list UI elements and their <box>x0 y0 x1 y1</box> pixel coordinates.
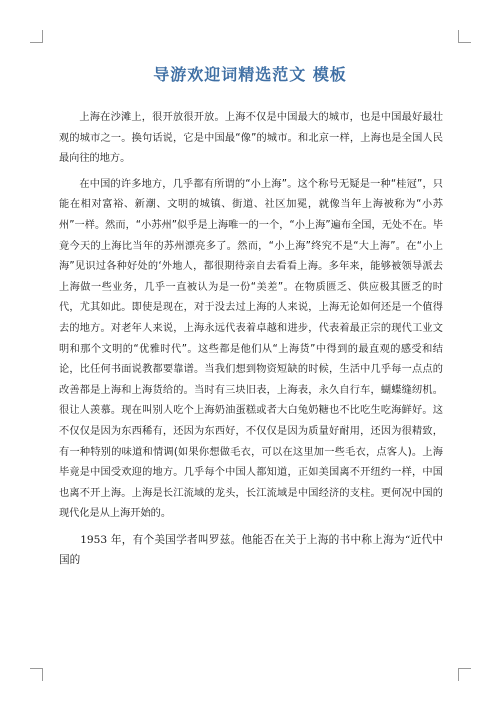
paragraph-1: 上海在沙滩上，很开放很开放。上海不仅是中国最大的城市，也是中国最好最壮观的城市之一。换句话说，它是中国最“像”的城市。和北京一样，上海也是全国人民最向往的地方。 <box>59 112 443 165</box>
document-title: 导游欢迎词精选范文 模板 <box>153 65 347 84</box>
paragraph-3: 1953 年，有个美国学者叫罗兹。他能否在关于上海的书中称上海为“近代中国的 <box>59 533 443 567</box>
document-body <box>59 108 443 576</box>
crop-mark-bottom-right <box>458 668 471 681</box>
crop-mark-top-right <box>458 30 471 43</box>
crop-mark-bottom-left <box>30 668 43 681</box>
crop-mark-top-left <box>30 30 43 43</box>
paragraph-2: 在中国的许多地方，几乎都有所谓的“小上海”。这个称号无疑是一种“桂冠”，只能在相对富裕、新潮、文明的城镇、街道、社区加冕，就像当年上海被称为“小苏州”一样。然而，“小苏州”似乎是上海唯一的一个，“小上海”遍布全国，无处不在。毕竟今天的上海比当年的苏州漂亮多了。然而，“小上海”终究不是“大上海”。在“小上海”见识过各种好处的‘外地人，都很期待亲自去看看上海。多年来，能够被领导派去上海做一些业务，几乎一直被认为是一份“美差”。在物质匮乏、供应极其匮乏的时代，尤其如此。即使是现在，对于没去过上海的人来说，上海无论如何还是一个值得去的地方。对老年人来说，上海永远代表着卓越和进步，代表着最正宗的现代工业文明和那个文明的“优雅时代”。这些都是他们从“上海货”中得到的最直观的感受和结论，比任何书面说教都要靠谱。当我们想到物资短缺的时候，生活中几乎每一点点的改善都是上海和上海货给的。当时有三块旧表，上海表，永久自行车，蝴蝶缝纫机。很让人羡慕。现在叫别人吃个上海奶油蛋糕或者大白兔奶糖也不比吃生吃海鲜好。这不仅仅是因为东西稀有，还因为东西好，不仅仅是因为质量好耐用，还因为很精致，有一种特别的味道和情调(如果你想做毛衣，可以在这里加一些毛衣，点客人)。上海毕竟是中国受欢迎的地方。几乎每个中国人都知道，正如美国离不开纽约一样，中国也离不开上海。上海是长江流域的龙头，长江流域是中国经济的支柱。更何况中国的现代化是从上海开始的。 <box>59 178 443 520</box>
